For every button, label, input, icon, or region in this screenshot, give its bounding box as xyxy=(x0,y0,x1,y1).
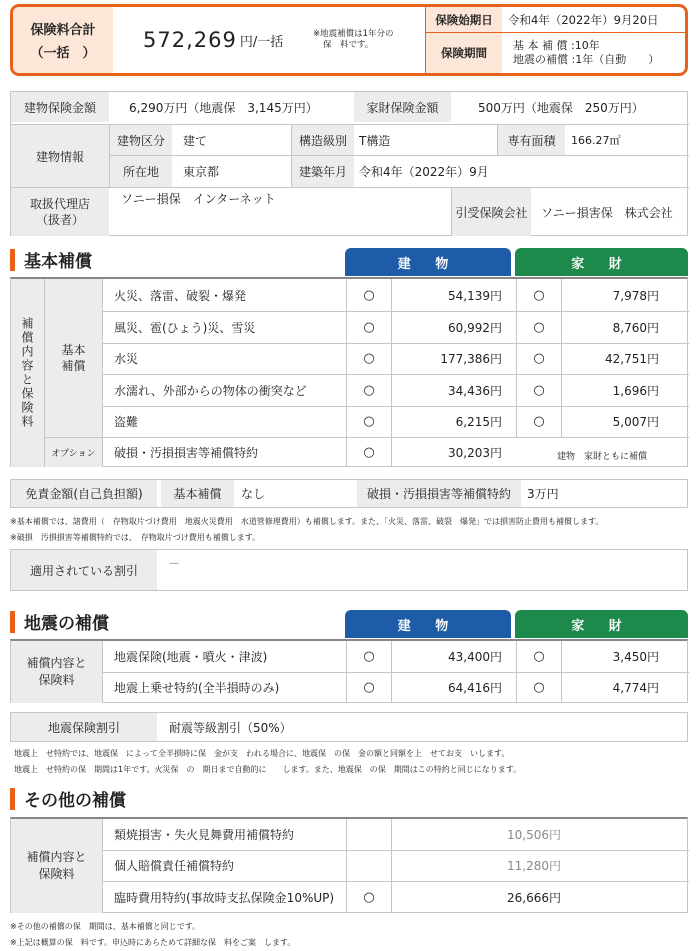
quake-note-line1: ※地震補償は1年分の xyxy=(313,29,394,39)
check-mark: ○ xyxy=(533,350,545,366)
total-amount-area xyxy=(143,7,283,73)
other-premium: 26,666円 xyxy=(507,891,561,905)
other-coverage-name: 個人賠償責任補償特約 xyxy=(114,859,235,873)
agent-label-line2: （扱者） xyxy=(35,213,84,227)
other-coverage-table xyxy=(10,817,688,913)
insurer-label: 引受保険会社 xyxy=(451,188,531,236)
option-note: 建物 家財ともに補償 xyxy=(556,451,647,462)
start-value: 令和4年（2022年）9月20日 xyxy=(508,12,659,27)
quake-coverage-table xyxy=(10,639,688,703)
built-value: 令和4年（2022年）9月 xyxy=(359,165,489,179)
quake-note-line2: 保 料です。 xyxy=(323,40,374,50)
basic-coverage-table xyxy=(10,277,688,467)
total-sub-label: （一括 ） xyxy=(30,46,96,61)
col-divider xyxy=(391,819,392,913)
total-label-box xyxy=(13,7,113,73)
col-divider xyxy=(102,819,103,913)
summary-panel xyxy=(10,4,688,76)
quake-coverage-name: 地震上乗せ特約(全半損時のみ) xyxy=(114,681,280,695)
check-mark: ○ xyxy=(363,350,375,366)
check-mark-cell xyxy=(346,374,392,406)
period-values xyxy=(513,39,659,67)
check-mark-cell xyxy=(346,437,392,467)
check-mark-cell xyxy=(346,405,392,437)
period-quake: 地震の補償 :1年（自動 ） xyxy=(513,53,660,66)
basic-note-1: ※基本補償では、諸費用（ 存物取片づけ費用 地震火災費用 水道管修理費用）も補償します。また、「火災、落雷、破裂 爆発」では損害防止費用も補償します。 xyxy=(10,517,604,526)
coverage-name: 盗難 xyxy=(114,414,139,429)
other-premium: 10,506円 xyxy=(507,828,561,842)
discount-value: — xyxy=(169,558,179,569)
discount-label: 適用されている割引 xyxy=(11,550,157,590)
col-divider xyxy=(391,641,392,703)
agent-label-line1: 取扱代理店 xyxy=(29,197,90,211)
quake-contents-premium: 3,450円 xyxy=(612,650,659,664)
other-side-label xyxy=(11,819,102,913)
area-label: 専有面積 xyxy=(497,125,565,155)
structure-value: T構造 xyxy=(359,133,391,148)
coverage-name: 水濡れ、外部からの物体の衝突など xyxy=(114,383,307,398)
deductible-basic-value: なし xyxy=(241,487,266,501)
contents-premium: 7,978円 xyxy=(612,288,659,303)
total-amount: 572,269 xyxy=(143,28,237,52)
col-divider xyxy=(561,641,562,703)
option-label: オプション xyxy=(44,437,102,467)
contents-amount-value: 500万円（地震保 250万円） xyxy=(478,100,644,115)
building-amount-value: 6,290万円（地震保 3,145万円） xyxy=(129,100,318,115)
quake-premium-note xyxy=(313,29,394,51)
other-side-label-line2: 保険料 xyxy=(38,867,75,881)
quake-contents-premium: 4,774円 xyxy=(612,681,659,695)
quake-section-title: 地震の補償 xyxy=(24,614,109,634)
deductible-damage-label: 破損・汚損損害等補償特約 xyxy=(357,480,521,507)
other-note-1: ※その他の補償の保 期間は、基本補償と同じです。 xyxy=(10,922,201,931)
basic-group-label-text: 基本補償 xyxy=(61,343,86,373)
contents-amount-label: 家財保険金額 xyxy=(354,92,451,122)
other-section-title: その他の補償 xyxy=(24,791,126,811)
contents-premium: 8,760円 xyxy=(612,320,659,335)
check-mark-cell xyxy=(516,342,562,374)
option-building-premium: 30,203円 xyxy=(448,445,502,460)
type-value: 建て xyxy=(183,133,208,148)
col-divider xyxy=(346,641,347,703)
basic-section-title: 基本補償 xyxy=(24,252,92,272)
building-premium: 60,992円 xyxy=(448,320,502,335)
quake-tab-contents: 家 財 xyxy=(515,610,688,638)
col-divider xyxy=(346,819,347,913)
building-info-label: 建物情報 xyxy=(11,125,109,187)
contents-premium: 42,751円 xyxy=(605,351,659,366)
section-marker xyxy=(10,611,15,633)
check-mark: ○ xyxy=(533,680,545,695)
check-mark-cell xyxy=(516,405,562,437)
location-label: 所在地 xyxy=(109,156,172,187)
quake-building-premium: 43,400円 xyxy=(448,650,502,664)
other-premium: 11,280円 xyxy=(507,859,561,873)
check-mark: ○ xyxy=(363,649,375,664)
check-mark-cell xyxy=(346,342,392,374)
col-divider xyxy=(561,279,562,437)
deductible-damage-value: 3万円 xyxy=(527,487,559,501)
coverage-name: 火災、落雷、破裂・爆発 xyxy=(114,288,247,303)
check-mark: ○ xyxy=(533,413,545,429)
quake-tab-building: 建 物 xyxy=(345,610,511,638)
coverage-name: 風災、雹(ひょう)災、雪災 xyxy=(114,320,256,335)
building-premium: 54,139円 xyxy=(448,288,502,303)
other-coverage-name: 臨時費用特約(事故時支払保険金10%UP) xyxy=(114,891,335,905)
basic-note-2: ※破損 汚損損害等補償特約では、 存物取片づけ費用も補償します。 xyxy=(10,533,261,542)
quake-building-premium: 64,416円 xyxy=(448,681,502,695)
location-value: 東京都 xyxy=(183,165,220,179)
type-label: 建物区分 xyxy=(109,125,172,155)
quake-note-1: 地震上 せ特約では、地震保 によって全半損時に保 金が支 われる場合に、地震保 の保 金の額と同額を上 せてお支 いします。 xyxy=(14,749,510,758)
start-label: 保険始期日 xyxy=(425,7,502,32)
agent-label xyxy=(11,188,109,236)
check-mark-cell xyxy=(346,672,392,703)
structure-label: 構造級別 xyxy=(291,125,354,155)
building-premium: 177,386円 xyxy=(440,351,502,366)
other-coverage-name: 類焼損害・失火見舞費用補償特約 xyxy=(114,828,295,842)
col-divider xyxy=(516,279,517,437)
col-divider xyxy=(516,641,517,703)
contents-premium: 1,696円 xyxy=(612,383,659,398)
check-mark-cell xyxy=(346,311,392,343)
check-mark-cell xyxy=(516,279,562,311)
check-mark-cell xyxy=(516,672,562,703)
section-marker xyxy=(10,788,15,810)
check-mark: ○ xyxy=(363,287,375,303)
period-label: 保険期間 xyxy=(425,33,502,73)
check-mark: ○ xyxy=(363,413,375,429)
quake-side-label-line2: 保険料 xyxy=(38,673,75,687)
check-mark: ○ xyxy=(363,680,375,695)
basic-side-label xyxy=(11,279,44,467)
quake-coverage-name: 地震保険(地震・噴火・津波) xyxy=(114,650,268,664)
check-mark: ○ xyxy=(363,444,375,460)
building-premium: 6,215円 xyxy=(455,414,502,429)
basic-tab-building: 建 物 xyxy=(345,248,511,276)
period-basic: 基 本 補 償 :10年 xyxy=(513,39,600,52)
quake-discount-label: 地震保険割引 xyxy=(11,713,157,741)
check-mark-cell xyxy=(346,641,392,672)
col-divider xyxy=(346,279,347,467)
check-mark: ○ xyxy=(533,319,545,335)
total-unit: 円/一括 xyxy=(239,34,284,50)
check-mark-cell xyxy=(346,882,392,913)
discount-table xyxy=(10,549,688,591)
other-side-label-line1: 補償内容と xyxy=(26,850,87,864)
building-amount-label: 建物保険金額 xyxy=(11,92,109,122)
deductible-label: 免責金額(自己負担額) xyxy=(11,480,157,507)
total-label: 保険料合計 xyxy=(30,23,96,38)
check-mark-cell xyxy=(346,279,392,311)
section-marker xyxy=(10,249,15,271)
building-info-table xyxy=(10,91,688,236)
insurer-value: ソニー損害保 株式会社 xyxy=(541,205,673,220)
built-label: 建築年月 xyxy=(291,156,354,187)
check-mark-cell xyxy=(516,374,562,406)
check-mark: ○ xyxy=(363,319,375,335)
check-mark-cell xyxy=(516,641,562,672)
check-mark: ○ xyxy=(533,382,545,398)
deductible-basic-label: 基本補償 xyxy=(161,480,234,507)
coverage-name: 水災 xyxy=(114,351,139,366)
deductible-table xyxy=(10,479,688,508)
quake-note-2: 地震上 せ特約の保 期間は1年です。火災保 の 期日まで自動的に します。また、地震保 の保 期間はこの特約と同じになります。 xyxy=(14,765,522,774)
building-premium: 34,436円 xyxy=(448,383,502,398)
area-value: 166.27㎡ xyxy=(571,134,621,147)
check-mark-cell xyxy=(516,311,562,343)
agent-value: ソニー損保 インターネット xyxy=(121,191,276,206)
col-divider xyxy=(391,279,392,467)
check-mark: ○ xyxy=(363,382,375,398)
contents-premium: 5,007円 xyxy=(612,414,659,429)
basic-group-label xyxy=(44,279,102,437)
col-divider xyxy=(102,279,103,467)
quake-side-label-line1: 補償内容と xyxy=(26,656,87,670)
check-mark: ○ xyxy=(533,649,545,664)
basic-side-label-text: 補償内容と保険料 xyxy=(20,317,34,429)
basic-tab-contents: 家 財 xyxy=(515,248,688,276)
quake-discount-table xyxy=(10,712,688,742)
quake-discount-value: 耐震等級割引（50%） xyxy=(169,720,292,735)
other-note-2: ※上記は概算の保 料です。申込時にあらためて詳細な保 料をご案 します。 xyxy=(10,938,296,947)
check-mark: ○ xyxy=(533,287,545,303)
check-mark: ○ xyxy=(363,890,375,905)
option-name: 破損・汚損損害等補償特約 xyxy=(114,445,259,460)
quake-side-label xyxy=(11,641,102,703)
col-divider xyxy=(102,641,103,703)
